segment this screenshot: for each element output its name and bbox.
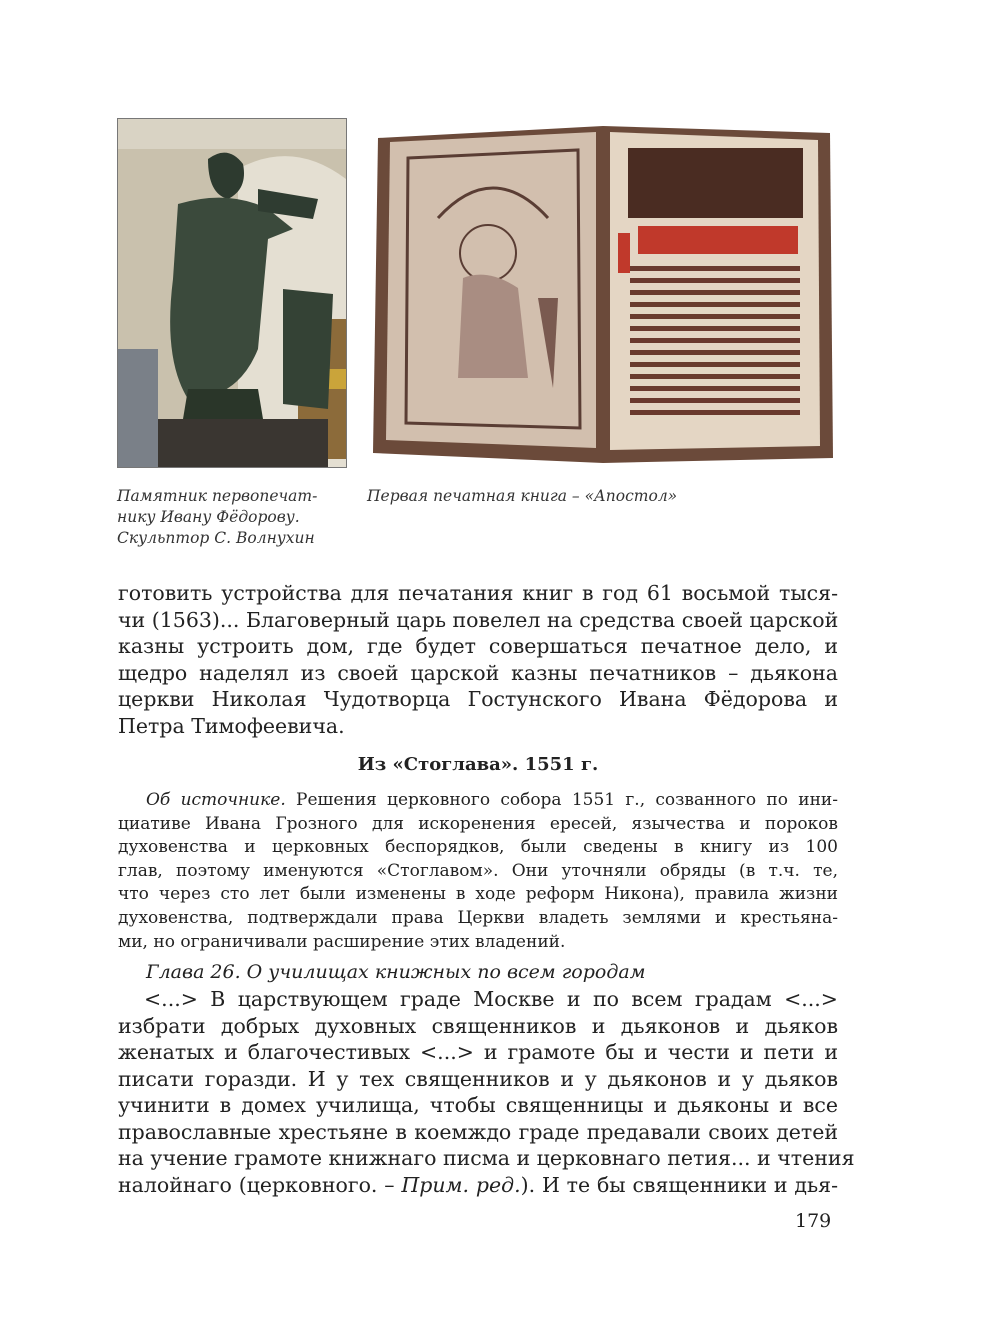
- text-line: православные хрестьяне в коемждо граде предавали своих детей: [118, 1119, 838, 1144]
- text-line: [118, 1172, 838, 1199]
- page-number: 179: [795, 1210, 832, 1232]
- text-line: [118, 789, 838, 813]
- monument-caption: [117, 486, 357, 549]
- text-line: циативе Ивана Грозного для искоренения ересей, язычества и пороков: [118, 813, 838, 834]
- monument-caption-line: Скульптор С. Волнухин: [117, 529, 315, 547]
- text-line: писати горазди. И у тех священников и у дьяконов и у дьяков: [118, 1066, 838, 1091]
- text-line: церкви Николая Чудотворца Гостунского Ивана Фёдорова и: [118, 687, 838, 711]
- text-line: духовенства, подтверждали права Церкви владеть землями и крестьяна-: [118, 907, 838, 928]
- monument-caption-line: нику Ивану Фёдорову.: [117, 508, 300, 526]
- monument-illustration: [118, 119, 346, 467]
- monument-caption-line: Памятник первопечат-: [117, 487, 318, 505]
- source-note: [118, 789, 838, 954]
- source-note-text: Решения церковного собора 1551 г., созванного по ини-: [285, 790, 838, 810]
- paragraph-chapter-26: [118, 986, 855, 1198]
- text-line: глав, поэтому именуются «Стоглавом». Они уточняли обряды (в т.ч. те,: [118, 860, 838, 881]
- text-line: духовенства и церковных беспорядков, были сведены в книгу из 100: [118, 837, 838, 858]
- monument-photo: [117, 118, 347, 468]
- text-line: щедро наделял из своей царской казны печатников – дьякона: [118, 660, 838, 685]
- source-note-label: Об источнике.: [146, 790, 286, 810]
- text-line: избрати добрых духовных священников и дьяконов и дьяков: [118, 1013, 838, 1038]
- text-line: ми, но ограничивали расширение этих владений.: [118, 931, 566, 952]
- text-line: <...> В царствующем граде Москве и по всем градам <...>: [144, 987, 838, 1011]
- text-line: на учение грамоте книжнаго писма и церковнаго петия... и чтения: [118, 1146, 855, 1170]
- editor-note: Прим. ред.: [401, 1172, 521, 1197]
- apostol-book-photo: [368, 118, 838, 470]
- text-line: учинити в домех училища, чтобы священницы и дьяконы и все: [118, 1093, 838, 1117]
- text-segment: налойнаго (церковного. –: [118, 1172, 402, 1197]
- text-line: Петра Тимофеевича.: [118, 713, 345, 738]
- section-heading: Из «Стоглава». 1551 г.: [357, 754, 599, 775]
- book-caption: [367, 486, 827, 507]
- text-line: чи (1563)... Благоверный царь повелел на средства своей царской: [118, 607, 839, 632]
- paragraph-printing: [118, 580, 838, 739]
- chapter-title: Глава 26. О училищах книжных по всем городам: [146, 961, 646, 983]
- text-line: казны устроить дом, где будет совершаться печатное дело, и: [118, 634, 838, 658]
- book-caption-text: Первая печатная книга – «Апостол»: [367, 487, 678, 505]
- text-segment: ). И те бы священники и дья-: [520, 1172, 838, 1197]
- text-line: женатых и благочестивых <...> и грамоте бы и чести и пети и: [118, 1040, 838, 1064]
- text-line: что через сто лет были изменены в ходе реформ Никона), правила жизни: [118, 884, 838, 905]
- text-line: готовить устройства для печатания книг в год 61 восьмой тыся-: [118, 581, 838, 605]
- book-illustration: [368, 118, 838, 470]
